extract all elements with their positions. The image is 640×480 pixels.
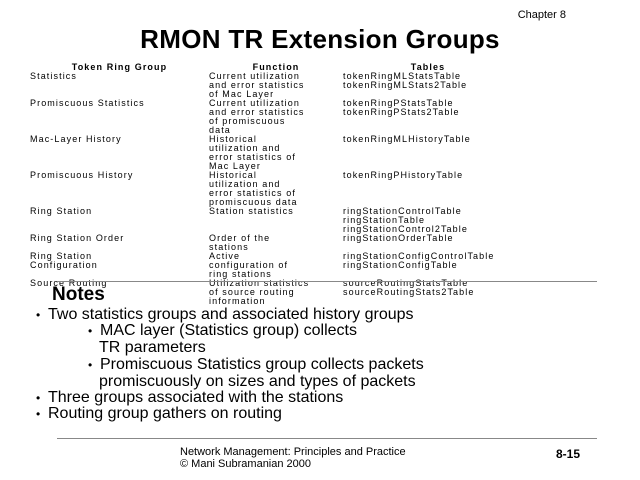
cell-line: promiscuous data — [209, 197, 298, 207]
group-cell — [30, 234, 209, 252]
bullet-dot: • — [88, 324, 93, 338]
cell-line: of source routing — [209, 287, 295, 297]
cell-line: ringStationTable — [343, 215, 426, 225]
cell-line: tokenRingPHistoryTable — [343, 170, 464, 180]
cell-line: configuration of — [209, 260, 289, 270]
cell-line: of Mac Layer — [209, 89, 275, 99]
tables-cell — [343, 72, 513, 99]
function-cell — [209, 207, 343, 234]
table-row — [30, 234, 513, 252]
cell-line: tokenRingMLStatsTable — [343, 71, 462, 81]
cell-line: Current utilization — [209, 98, 300, 108]
page-number: 8-15 — [556, 447, 581, 461]
table-row — [30, 135, 513, 171]
table-row — [30, 252, 513, 279]
table-row — [30, 207, 513, 234]
cell-line: tokenRingPStatsTable — [343, 98, 454, 108]
cell-line: ringStationControlTable — [343, 206, 462, 216]
cell-line: Utilization statistics — [209, 278, 310, 288]
tables-cell — [343, 135, 513, 171]
group-cell — [30, 252, 209, 279]
function-cell — [209, 135, 343, 171]
function-cell — [209, 72, 343, 99]
cell-line: Mac-Layer History — [30, 134, 122, 144]
note-subbullet-2 — [88, 356, 424, 374]
function-cell — [209, 279, 343, 306]
cell-line: Current utilization — [209, 71, 300, 81]
divider-bottom — [57, 438, 597, 439]
cell-line: Configuration — [30, 260, 98, 270]
cell-line: error statistics of — [209, 152, 296, 162]
cell-line: ringStationOrderTable — [343, 233, 454, 243]
groups-table — [30, 63, 513, 306]
cell-line: Source Routing — [30, 278, 108, 288]
tables-cell — [343, 207, 513, 234]
note-text: MAC layer (Statistics group) collects — [100, 322, 357, 339]
footer-copyright: © Mani Subramanian 2000 — [180, 458, 312, 470]
divider-top — [57, 281, 597, 282]
tables-cell — [343, 234, 513, 252]
note-subbullet-2-cont: promiscuously on sizes and types of packets — [99, 373, 416, 390]
function-cell — [209, 252, 343, 279]
cell-line: error statistics of — [209, 188, 296, 198]
cell-line: Ring Station — [30, 206, 93, 216]
cell-line: Station statistics — [209, 206, 294, 216]
footer — [180, 446, 406, 470]
table-body — [30, 72, 513, 306]
function-cell — [209, 234, 343, 252]
note-text: Promiscuous Statistics group collects packets — [100, 356, 424, 373]
cell-line: tokenRingMLHistoryTable — [343, 134, 471, 144]
cell-line: utilization and — [209, 143, 281, 153]
bullet-dot: • — [36, 391, 41, 405]
cell-line: Ring Station Order — [30, 233, 125, 243]
cell-line: Promiscuous History — [30, 170, 134, 180]
cell-line: Historical — [209, 170, 258, 180]
cell-line: and error statistics — [209, 80, 305, 90]
group-cell — [30, 171, 209, 207]
group-cell — [30, 72, 209, 99]
cell-line: Statistics — [30, 71, 78, 81]
note-text: Routing group gathers on routing — [48, 405, 282, 422]
header-tables: Tables — [410, 62, 446, 72]
cell-line: Mac Layer — [209, 161, 261, 171]
note-text: Three groups associated with the stations — [48, 389, 344, 406]
bullet-dot: • — [36, 308, 41, 322]
tables-cell — [343, 171, 513, 207]
chapter-label: Chapter 8 — [517, 9, 566, 21]
cell-line: sourceRoutingStats2Table — [343, 287, 475, 297]
header-token-ring-group: Token Ring Group — [71, 62, 168, 72]
cell-line: Historical — [209, 134, 258, 144]
cell-line: information — [209, 296, 266, 306]
cell-line: and error statistics — [209, 107, 305, 117]
table-row — [30, 171, 513, 207]
note-subbullet-1-cont: TR parameters — [99, 339, 206, 356]
group-cell — [30, 135, 209, 171]
cell-line: ringStationConfigControlTable — [343, 251, 495, 261]
group-cell — [30, 99, 209, 135]
cell-line: Promiscuous Statistics — [30, 98, 145, 108]
footer-book-title: Network Management: Principles and Practice — [180, 446, 406, 458]
bullet-dot: • — [88, 358, 93, 372]
cell-line: stations — [209, 242, 249, 252]
function-cell — [209, 171, 343, 207]
cell-line: ringStationConfigTable — [343, 260, 458, 270]
notes-title: Notes — [52, 284, 105, 305]
cell-line: tokenRingPStats2Table — [343, 107, 460, 117]
table-row — [30, 99, 513, 135]
bullet-dot: • — [36, 407, 41, 421]
cell-line: Order of the — [209, 233, 271, 243]
cell-line: ring stations — [209, 269, 272, 279]
table-row — [30, 72, 513, 99]
function-cell — [209, 99, 343, 135]
cell-line: tokenRingMLStats2Table — [343, 80, 468, 90]
header-function: Function — [252, 62, 300, 72]
group-cell — [30, 207, 209, 234]
note-text: Two statistics groups and associated history groups — [48, 306, 414, 323]
note-subbullet-1 — [88, 322, 357, 340]
tables-cell — [343, 279, 513, 306]
slide-title: RMON TR Extension Groups — [140, 24, 500, 54]
cell-line: Active — [209, 251, 241, 261]
cell-line: of promiscuous — [209, 116, 286, 126]
note-bullet-3 — [36, 405, 282, 423]
cell-line: data — [209, 125, 231, 135]
cell-line: Ring Station — [30, 251, 93, 261]
tables-cell — [343, 99, 513, 135]
cell-line: sourceRoutingStatsTable — [343, 278, 469, 288]
cell-line: utilization and — [209, 179, 281, 189]
cell-line: ringStationControl2Table — [343, 224, 468, 234]
tables-cell — [343, 252, 513, 279]
